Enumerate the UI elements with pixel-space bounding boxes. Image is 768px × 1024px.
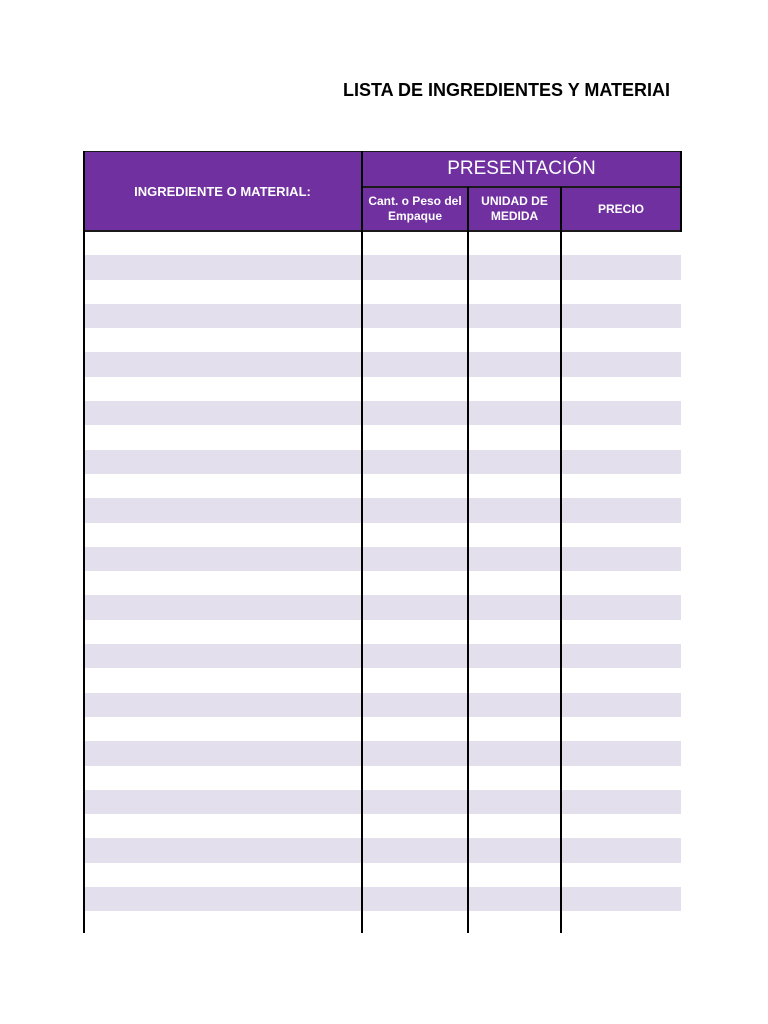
table-row <box>83 766 681 790</box>
table-row <box>83 644 681 668</box>
header-cant-peso: Cant. o Peso del Empaque <box>368 194 462 223</box>
table-row <box>83 450 681 474</box>
table-row <box>83 425 681 449</box>
table-row <box>83 595 681 619</box>
header-bottom-border <box>83 230 682 232</box>
table-row <box>83 693 681 717</box>
table-body <box>83 231 681 936</box>
table-row <box>83 911 681 935</box>
table-row <box>83 887 681 911</box>
table-row <box>83 328 681 352</box>
table-row <box>83 814 681 838</box>
table-row <box>83 280 681 304</box>
table-row <box>83 717 681 741</box>
table-row <box>83 474 681 498</box>
table-row <box>83 523 681 547</box>
table-row <box>83 401 681 425</box>
ingredients-table <box>83 151 682 933</box>
table-row <box>83 377 681 401</box>
header-precio: PRECIO <box>597 202 644 216</box>
header-unidad-medida: UNIDAD DE MEDIDA <box>481 194 548 223</box>
header-presentacion: PRESENTACIÓN <box>447 158 596 179</box>
presentacion-divider <box>362 186 682 188</box>
table-row <box>83 620 681 644</box>
column-divider-2 <box>467 187 469 933</box>
table-row <box>83 863 681 887</box>
header-right-border <box>680 151 682 232</box>
table-row <box>83 571 681 595</box>
table-row <box>83 838 681 862</box>
column-divider-3 <box>560 187 562 933</box>
header-ingredient: INGREDIENTE O MATERIAL: <box>134 183 311 199</box>
column-divider-1 <box>361 151 363 933</box>
table-row <box>83 498 681 522</box>
page-title: LISTA DE INGREDIENTES Y MATERIAI <box>343 80 671 100</box>
table-row <box>83 741 681 765</box>
table-row <box>83 547 681 571</box>
header-top-border <box>83 151 682 152</box>
left-border <box>83 151 85 933</box>
table-row <box>83 255 681 279</box>
table-row <box>83 304 681 328</box>
table-row <box>83 790 681 814</box>
table-row <box>83 231 681 255</box>
table-row <box>83 668 681 692</box>
table-row <box>83 352 681 376</box>
